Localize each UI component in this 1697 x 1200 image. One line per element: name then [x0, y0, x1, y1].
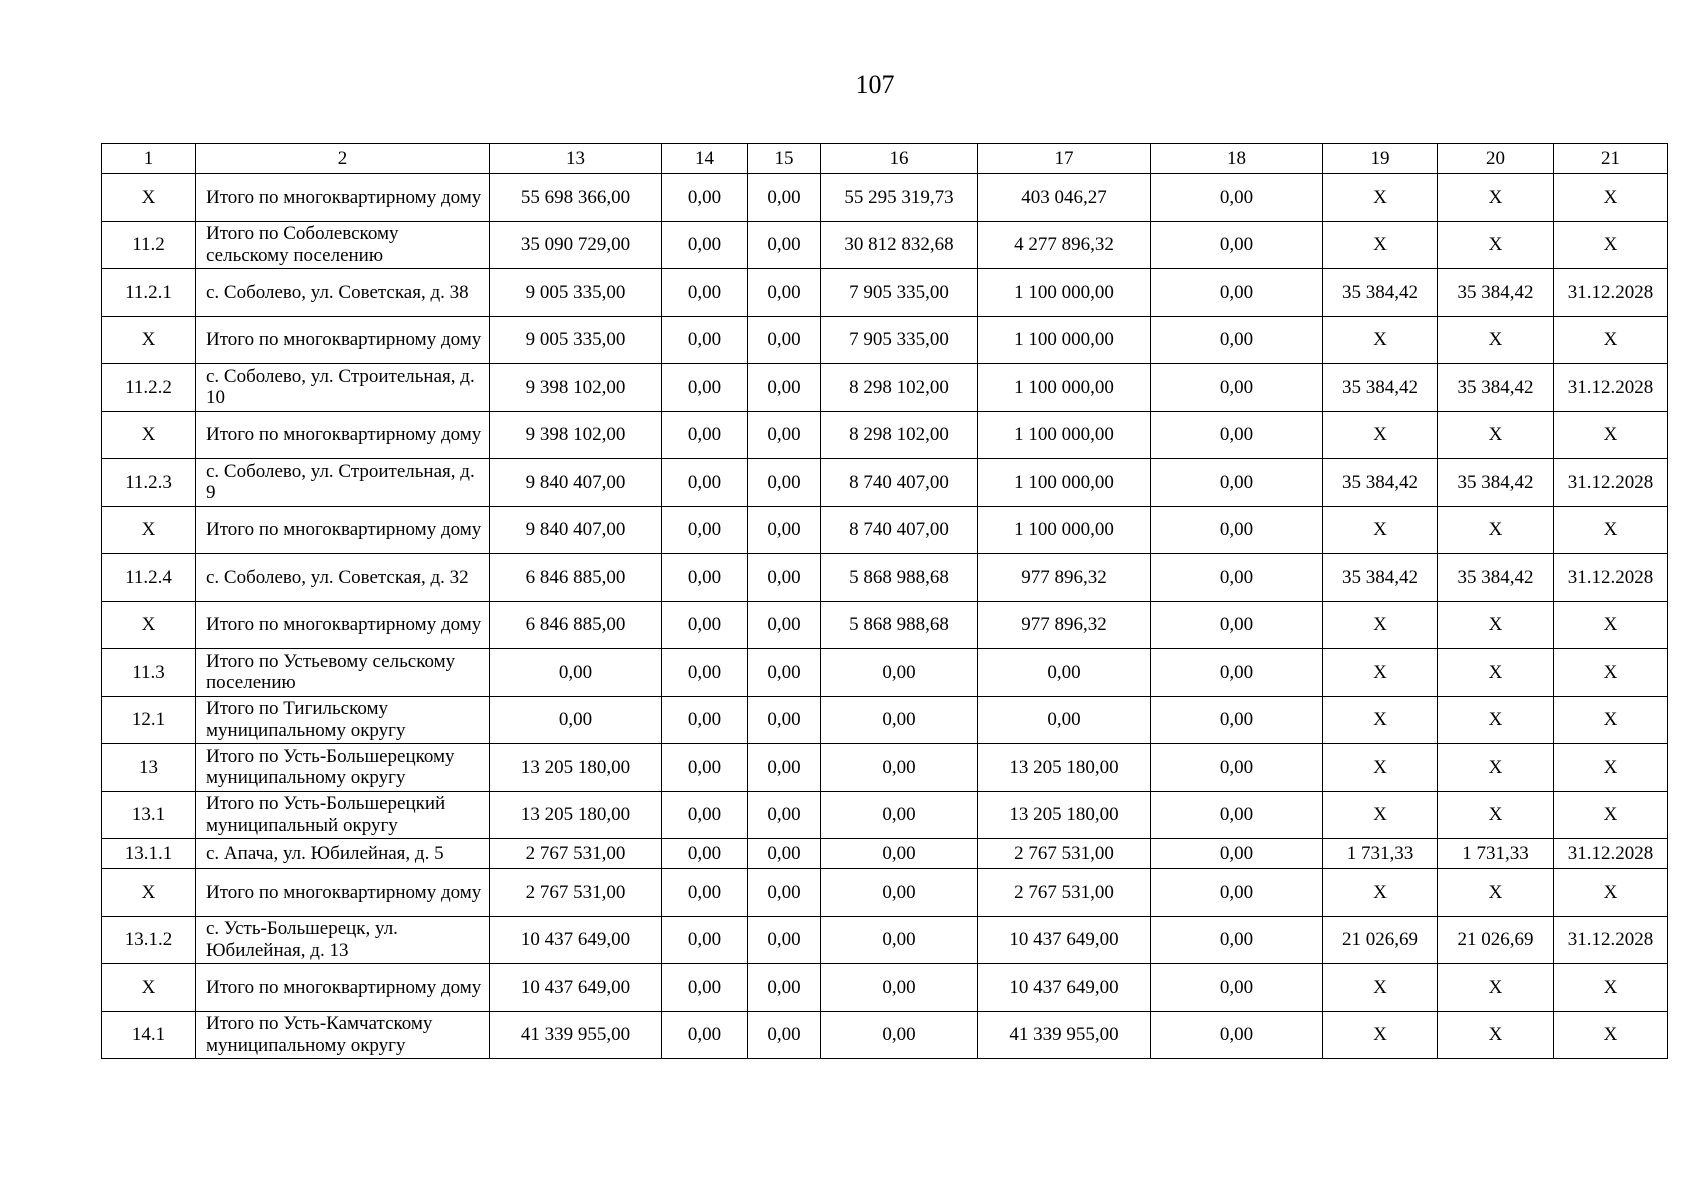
table-cell: 0,00 — [662, 839, 748, 869]
table-cell: 0,00 — [1151, 269, 1323, 317]
table-cell: 0,00 — [662, 1011, 748, 1059]
table-cell: 13 205 180,00 — [978, 791, 1151, 839]
table-cell: 0,00 — [662, 316, 748, 364]
table-cell: 0,00 — [1151, 869, 1323, 917]
table-cell: 0,00 — [662, 869, 748, 917]
table-cell: 0,00 — [662, 506, 748, 554]
table-cell: 0,00 — [490, 696, 662, 744]
table-cell: 35 090 729,00 — [490, 221, 662, 269]
table-cell: 0,00 — [821, 839, 978, 869]
table-cell: 0,00 — [1151, 174, 1323, 222]
table-cell: X — [1554, 601, 1668, 649]
table-cell: X — [1554, 316, 1668, 364]
row-name-cell: Итого по Усть-Большерецкий муниципальный округу — [196, 791, 490, 839]
row-name-cell: с. Соболево, ул. Советская, д. 32 — [196, 554, 490, 602]
table-cell: 13 205 180,00 — [978, 744, 1151, 792]
table-row — [102, 649, 1668, 697]
table-cell: X — [1438, 869, 1554, 917]
table-cell: X — [1323, 411, 1438, 459]
table-cell: 13.1 — [102, 791, 196, 839]
row-name-cell: Итого по многоквартирному дому — [196, 964, 490, 1012]
table-cell: 0,00 — [821, 649, 978, 697]
table-cell: 0,00 — [748, 316, 821, 364]
table-cell: X — [1323, 964, 1438, 1012]
table-cell: X — [1438, 411, 1554, 459]
table-cell: 0,00 — [662, 791, 748, 839]
table-cell: 1 100 000,00 — [978, 364, 1151, 412]
table-cell: 0,00 — [1151, 964, 1323, 1012]
row-name-cell: с. Апача, ул. Юбилейная, д. 5 — [196, 839, 490, 869]
table-cell: X — [1554, 411, 1668, 459]
table-cell: 6 846 885,00 — [490, 601, 662, 649]
table-cell: X — [1554, 696, 1668, 744]
table-cell: 0,00 — [662, 364, 748, 412]
table-cell: 0,00 — [1151, 221, 1323, 269]
table-cell: 0,00 — [821, 869, 978, 917]
table-cell: X — [1438, 791, 1554, 839]
table-row — [102, 839, 1668, 869]
table-cell: 35 384,42 — [1438, 269, 1554, 317]
table-cell: 0,00 — [662, 459, 748, 507]
table-cell: 8 298 102,00 — [821, 364, 978, 412]
table-cell: 0,00 — [748, 554, 821, 602]
table-row — [102, 744, 1668, 792]
table-cell: 31.12.2028 — [1554, 916, 1668, 964]
table-cell: 13 205 180,00 — [490, 791, 662, 839]
table-cell: 0,00 — [748, 174, 821, 222]
page-number: 107 — [855, 70, 895, 99]
column-header: 2 — [196, 144, 490, 174]
table-cell: 0,00 — [748, 649, 821, 697]
table-cell: X — [1323, 869, 1438, 917]
table-cell: 0,00 — [662, 174, 748, 222]
column-header: 19 — [1323, 144, 1438, 174]
table-cell: X — [1323, 791, 1438, 839]
table-cell: 1 731,33 — [1438, 839, 1554, 869]
table-cell: X — [1554, 506, 1668, 554]
table-cell: 7 905 335,00 — [821, 269, 978, 317]
row-name-cell: Итого по Соболевскому сельскому поселению — [196, 221, 490, 269]
table-cell: 0,00 — [821, 696, 978, 744]
table-cell: 31.12.2028 — [1554, 554, 1668, 602]
table-cell: X — [102, 174, 196, 222]
table-cell: 9 005 335,00 — [490, 316, 662, 364]
table-cell: 0,00 — [748, 411, 821, 459]
table-cell: 0,00 — [748, 601, 821, 649]
table-cell: 55 698 366,00 — [490, 174, 662, 222]
row-name-cell: с. Соболево, ул. Советская, д. 38 — [196, 269, 490, 317]
row-name-cell: Итого по многоквартирному дому — [196, 411, 490, 459]
table-cell: 0,00 — [1151, 506, 1323, 554]
column-header: 14 — [662, 144, 748, 174]
table-cell: X — [1554, 221, 1668, 269]
table-cell: X — [1438, 744, 1554, 792]
table-cell: 9 005 335,00 — [490, 269, 662, 317]
table-cell: X — [1323, 696, 1438, 744]
table-cell: X — [1554, 869, 1668, 917]
table-cell: 0,00 — [1151, 744, 1323, 792]
table-cell: 0,00 — [662, 696, 748, 744]
table-cell: 13.1.2 — [102, 916, 196, 964]
table-cell: 13.1.1 — [102, 839, 196, 869]
table-cell: 13 — [102, 744, 196, 792]
table-cell: 0,00 — [978, 649, 1151, 697]
table-cell: 31.12.2028 — [1554, 839, 1668, 869]
table-cell: X — [102, 506, 196, 554]
table-row — [102, 1011, 1668, 1059]
table-cell: X — [102, 964, 196, 1012]
table-cell: 0,00 — [662, 411, 748, 459]
table-row — [102, 411, 1668, 459]
table-cell: X — [1323, 174, 1438, 222]
table-cell: 0,00 — [821, 744, 978, 792]
table-cell: 11.2.1 — [102, 269, 196, 317]
row-name-cell: с. Усть-Большерецк, ул. Юбилейная, д. 13 — [196, 916, 490, 964]
table-cell: 11.2 — [102, 221, 196, 269]
column-header: 18 — [1151, 144, 1323, 174]
table-cell: X — [1323, 649, 1438, 697]
row-name-cell: Итого по многоквартирному дому — [196, 174, 490, 222]
table-cell: 0,00 — [748, 744, 821, 792]
table-cell: 35 384,42 — [1323, 459, 1438, 507]
row-name-cell: с. Соболево, ул. Строительная, д. 10 — [196, 364, 490, 412]
table-cell: X — [1323, 316, 1438, 364]
table-cell: 0,00 — [1151, 554, 1323, 602]
table-cell: 31.12.2028 — [1554, 364, 1668, 412]
data-table — [101, 143, 1668, 1059]
table-cell: X — [1438, 601, 1554, 649]
table-cell: 8 740 407,00 — [821, 506, 978, 554]
table-cell: 0,00 — [662, 221, 748, 269]
table-cell: 1 100 000,00 — [978, 506, 1151, 554]
row-name-cell: Итого по многоквартирному дому — [196, 869, 490, 917]
row-name-cell: Итого по многоквартирному дому — [196, 506, 490, 554]
table-cell: 0,00 — [662, 269, 748, 317]
table-row — [102, 601, 1668, 649]
table-cell: 0,00 — [748, 269, 821, 317]
table-cell: X — [102, 316, 196, 364]
table-cell: 0,00 — [821, 964, 978, 1012]
table-cell: 0,00 — [748, 696, 821, 744]
table-cell: 14.1 — [102, 1011, 196, 1059]
table-row — [102, 506, 1668, 554]
table-cell: 35 384,42 — [1323, 364, 1438, 412]
row-name-cell: Итого по Тигильскому муниципальному округу — [196, 696, 490, 744]
table-cell: 1 100 000,00 — [978, 459, 1151, 507]
table-cell: 12.1 — [102, 696, 196, 744]
table-cell: X — [1438, 506, 1554, 554]
table-cell: 11.2.3 — [102, 459, 196, 507]
row-name-cell: с. Соболево, ул. Строительная, д. 9 — [196, 459, 490, 507]
table-cell: 0,00 — [748, 1011, 821, 1059]
table-row — [102, 459, 1668, 507]
row-name-cell: Итого по Усть-Камчатскому муниципальному округу — [196, 1011, 490, 1059]
column-header: 20 — [1438, 144, 1554, 174]
table-cell: 2 767 531,00 — [978, 839, 1151, 869]
table-cell: 35 384,42 — [1438, 554, 1554, 602]
table-cell: 2 767 531,00 — [490, 839, 662, 869]
table-cell: X — [102, 601, 196, 649]
table-cell: 0,00 — [748, 869, 821, 917]
table-cell: 977 896,32 — [978, 601, 1151, 649]
table-cell: X — [1323, 1011, 1438, 1059]
table-cell: 0,00 — [1151, 696, 1323, 744]
table-cell: 0,00 — [748, 506, 821, 554]
table-cell: 35 384,42 — [1438, 364, 1554, 412]
table-cell: X — [1438, 316, 1554, 364]
table-cell: 8 298 102,00 — [821, 411, 978, 459]
table-cell: 2 767 531,00 — [490, 869, 662, 917]
table-cell: X — [1323, 601, 1438, 649]
table-cell: 0,00 — [1151, 364, 1323, 412]
table-cell: 9 840 407,00 — [490, 506, 662, 554]
table-cell: 0,00 — [662, 744, 748, 792]
table-cell: 21 026,69 — [1323, 916, 1438, 964]
table-cell: 0,00 — [1151, 649, 1323, 697]
table-cell: 10 437 649,00 — [490, 964, 662, 1012]
table-cell: 10 437 649,00 — [490, 916, 662, 964]
table-cell: 8 740 407,00 — [821, 459, 978, 507]
table-cell: 21 026,69 — [1438, 916, 1554, 964]
table-cell: 9 398 102,00 — [490, 364, 662, 412]
table-body — [102, 174, 1668, 1059]
header-row — [102, 144, 1668, 174]
table-cell: X — [1438, 649, 1554, 697]
table-cell: X — [1438, 174, 1554, 222]
table-cell: 30 812 832,68 — [821, 221, 978, 269]
table-row — [102, 964, 1668, 1012]
table-cell: 41 339 955,00 — [490, 1011, 662, 1059]
column-header: 1 — [102, 144, 196, 174]
column-header: 17 — [978, 144, 1151, 174]
table-cell: 9 398 102,00 — [490, 411, 662, 459]
table-cell: 0,00 — [1151, 839, 1323, 869]
table-cell: X — [1323, 221, 1438, 269]
table-cell: X — [1554, 964, 1668, 1012]
table-row — [102, 364, 1668, 412]
table-cell: 5 868 988,68 — [821, 601, 978, 649]
column-header: 16 — [821, 144, 978, 174]
column-header: 21 — [1554, 144, 1668, 174]
table-row — [102, 221, 1668, 269]
table-cell: 403 046,27 — [978, 174, 1151, 222]
table-cell: 35 384,42 — [1323, 554, 1438, 602]
table-cell: 0,00 — [662, 964, 748, 1012]
column-header: 13 — [490, 144, 662, 174]
table-cell: 55 295 319,73 — [821, 174, 978, 222]
table-cell: 0,00 — [748, 221, 821, 269]
table-cell: 0,00 — [662, 649, 748, 697]
table-cell: X — [1554, 744, 1668, 792]
table-cell: 0,00 — [1151, 459, 1323, 507]
table-cell: X — [1323, 744, 1438, 792]
table-cell: 0,00 — [1151, 791, 1323, 839]
table-cell: 0,00 — [1151, 411, 1323, 459]
row-name-cell: Итого по Устьевому сельскому поселению — [196, 649, 490, 697]
table-cell: 977 896,32 — [978, 554, 1151, 602]
table-row — [102, 696, 1668, 744]
table-cell: 1 100 000,00 — [978, 411, 1151, 459]
table-cell: 0,00 — [748, 364, 821, 412]
table-cell: 0,00 — [748, 916, 821, 964]
table-cell: 0,00 — [821, 916, 978, 964]
row-name-cell: Итого по многоквартирному дому — [196, 601, 490, 649]
table-row — [102, 554, 1668, 602]
row-name-cell: Итого по Усть-Большерецкому муниципальному округу — [196, 744, 490, 792]
table-cell: 11.2.2 — [102, 364, 196, 412]
column-header: 15 — [748, 144, 821, 174]
table-cell: 11.3 — [102, 649, 196, 697]
table-cell: 0,00 — [748, 791, 821, 839]
table-cell: X — [1554, 791, 1668, 839]
table-cell: X — [1438, 696, 1554, 744]
table-cell: X — [1438, 221, 1554, 269]
table-cell: X — [1438, 964, 1554, 1012]
table-cell: 10 437 649,00 — [978, 964, 1151, 1012]
table-cell: 0,00 — [662, 554, 748, 602]
table-cell: 0,00 — [748, 964, 821, 1012]
table-cell: 35 384,42 — [1323, 269, 1438, 317]
table-row — [102, 269, 1668, 317]
table-cell: 10 437 649,00 — [978, 916, 1151, 964]
table-cell: X — [102, 869, 196, 917]
table-cell: 0,00 — [1151, 316, 1323, 364]
table-cell: 11.2.4 — [102, 554, 196, 602]
table-row — [102, 316, 1668, 364]
table-cell: X — [102, 411, 196, 459]
table-cell: 0,00 — [978, 696, 1151, 744]
table-cell: 9 840 407,00 — [490, 459, 662, 507]
table-cell: 2 767 531,00 — [978, 869, 1151, 917]
table-cell: 4 277 896,32 — [978, 221, 1151, 269]
table-cell: X — [1554, 649, 1668, 697]
table-cell: 0,00 — [748, 839, 821, 869]
table-cell: 35 384,42 — [1438, 459, 1554, 507]
table-cell: 0,00 — [748, 459, 821, 507]
table-cell: 7 905 335,00 — [821, 316, 978, 364]
table-row — [102, 791, 1668, 839]
table-cell: 0,00 — [490, 649, 662, 697]
table-row — [102, 916, 1668, 964]
table-cell: X — [1323, 506, 1438, 554]
table-cell: 0,00 — [1151, 1011, 1323, 1059]
table-row — [102, 869, 1668, 917]
table-cell: X — [1554, 174, 1668, 222]
table-cell: 0,00 — [821, 791, 978, 839]
table-cell: 31.12.2028 — [1554, 459, 1668, 507]
table-cell: 0,00 — [821, 1011, 978, 1059]
row-name-cell: Итого по многоквартирному дому — [196, 316, 490, 364]
table-cell: 1 100 000,00 — [978, 269, 1151, 317]
table-cell: 0,00 — [1151, 601, 1323, 649]
table-cell: 1 100 000,00 — [978, 316, 1151, 364]
table-cell: 5 868 988,68 — [821, 554, 978, 602]
table-cell: 13 205 180,00 — [490, 744, 662, 792]
table-cell: X — [1554, 1011, 1668, 1059]
table-cell: 6 846 885,00 — [490, 554, 662, 602]
table-cell: 0,00 — [662, 601, 748, 649]
table-cell: 0,00 — [662, 916, 748, 964]
table-cell: 1 731,33 — [1323, 839, 1438, 869]
table-cell: 31.12.2028 — [1554, 269, 1668, 317]
table-cell: 41 339 955,00 — [978, 1011, 1151, 1059]
table-row — [102, 174, 1668, 222]
table-cell: X — [1438, 1011, 1554, 1059]
table-cell: 0,00 — [1151, 916, 1323, 964]
